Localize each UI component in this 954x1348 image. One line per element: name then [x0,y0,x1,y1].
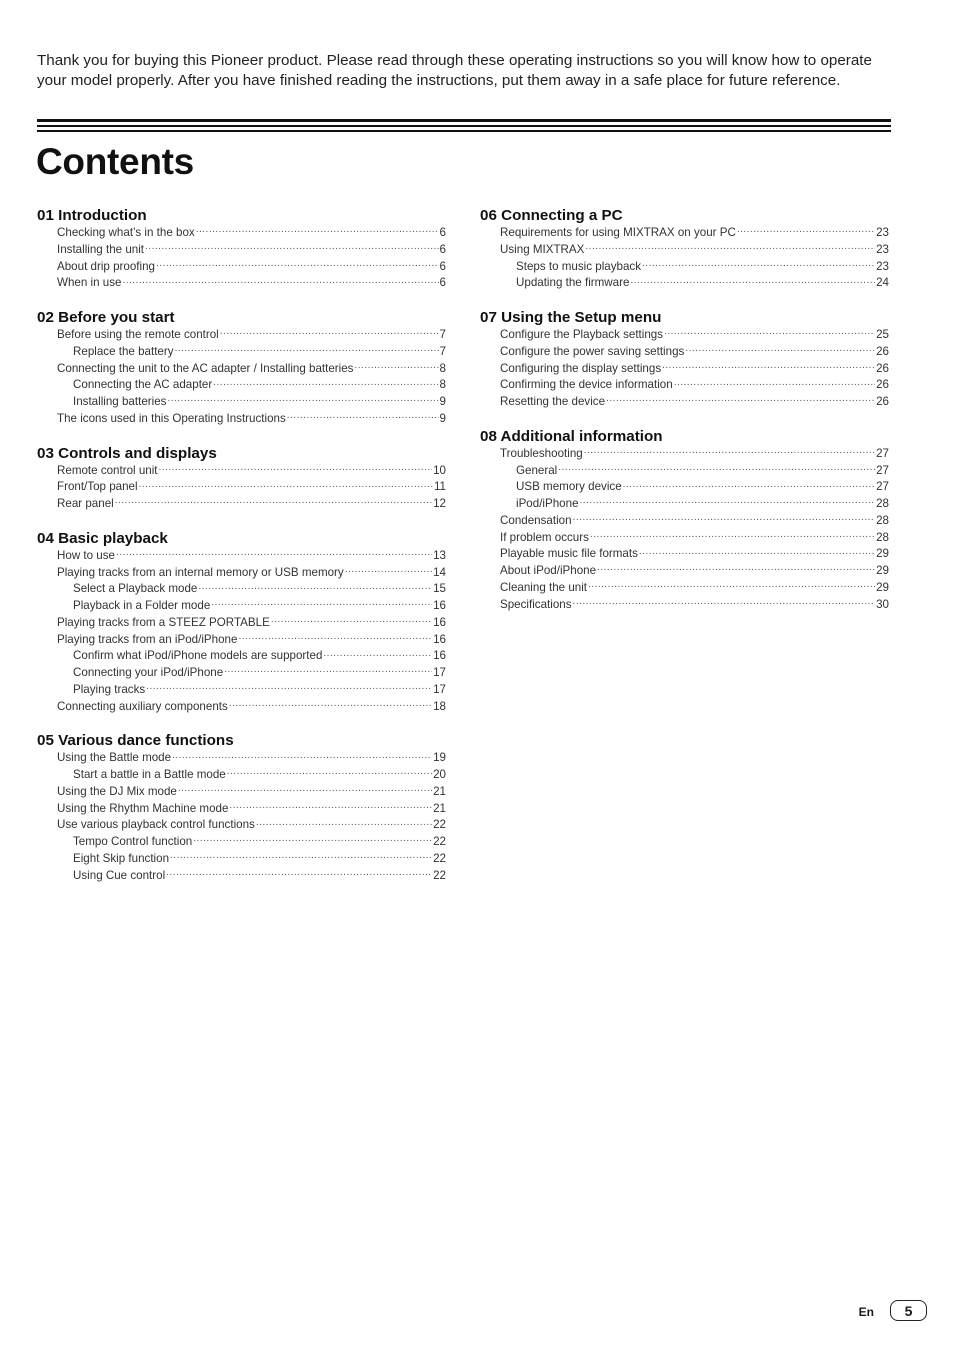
language-label: En [858,1304,874,1319]
toc-entry-title: Using the DJ Mix mode [57,784,177,798]
toc-leader-dots [146,683,432,693]
toc-leader-dots [685,345,875,355]
toc-entry[interactable] [37,565,446,582]
toc-entry-title: Use various playback control functions [57,818,255,832]
toc-entry[interactable] [37,615,446,632]
toc-entry-page: 12 [433,497,446,510]
toc-leader-dots [196,226,439,236]
toc-entry[interactable] [37,665,446,682]
toc-entry-title: How to use [57,548,115,562]
toc-leader-dots [139,480,433,490]
toc-entry-title: Connecting the unit to the AC adapter / Installing batteries [57,361,354,375]
toc-entry-title: Rear panel [57,497,114,510]
toc-entry[interactable] [37,259,446,276]
toc-entry[interactable] [37,496,446,513]
toc-entry-page: 17 [433,682,446,696]
toc-leader-dots [642,260,875,270]
toc-entry[interactable] [37,327,446,344]
toc-entry-title: Installing the unit [57,242,145,256]
toc-entry-page: 23 [876,242,889,256]
toc-entry-page: 16 [433,632,446,646]
toc-entry[interactable] [37,275,446,292]
toc-entry-page: 27 [876,446,889,460]
toc-entry-title: Configure the Playback settings [500,328,664,341]
toc-entry[interactable] [37,682,446,699]
toc-entry-title: Troubleshooting [500,446,583,460]
toc-leader-dots [664,328,875,338]
toc-leader-dots [178,785,432,795]
toc-leader-dots [220,328,439,338]
toc-entry[interactable] [37,581,446,598]
toc-leader-dots [229,802,432,812]
toc-leader-dots [159,464,433,474]
toc-entry[interactable] [37,750,446,767]
toc-section-heading[interactable]: 07 Using the Setup menu [480,309,662,326]
toc-entry-page: 24 [876,276,889,290]
toc-entry-page: 8 [439,361,446,375]
toc-entry[interactable] [37,851,446,868]
toc-entry[interactable] [37,632,446,649]
toc-entry-page: 26 [876,378,889,392]
toc-entry[interactable] [37,834,446,851]
toc-entry-title: Front/Top panel [57,480,138,494]
toc-entry-title: Using the Rhythm Machine mode [57,801,229,815]
toc-leader-dots [271,616,432,626]
toc-entry[interactable] [480,563,889,580]
toc-leader-dots [639,547,875,557]
toc-section-01-introduction [37,207,446,292]
toc-leader-dots [193,835,432,845]
toc-column-right [480,207,889,630]
toc-leader-dots [573,514,876,524]
toc-entry[interactable] [480,225,889,242]
toc-entry-page: 26 [876,361,889,375]
toc-entry-title: Resetting the device [500,395,606,408]
toc-leader-dots [737,226,875,236]
toc-section-04-basic-playback [37,530,446,716]
toc-entry-title: Start a battle in a Battle mode [73,768,226,781]
toc-entry-page: 26 [876,344,889,358]
toc-entry-title: Updating the firmware [516,276,630,290]
toc-section-heading[interactable]: 04 Basic playback [37,529,168,547]
toc-entry-page: 7 [439,328,446,341]
toc-entry-page: 22 [433,851,446,865]
toc-section-06-connecting-a-pc [480,207,889,292]
toc-entry-page: 18 [433,699,446,713]
toc-entry-page: 27 [876,463,889,477]
toc-leader-dots [116,549,432,559]
toc-entry-page: 19 [433,751,446,765]
toc-section-05-various-dance-functions [37,732,446,884]
toc-leader-dots [170,852,432,862]
toc-entry-page: 6 [439,242,446,256]
toc-entry-title: Checking what’s in the box [57,226,195,239]
toc-section-heading[interactable]: 01 Introduction [37,207,147,224]
toc-leader-dots [122,276,438,286]
toc-entry-title: Replace the battery [73,344,174,358]
toc-leader-dots [597,564,875,574]
toc-entry-page: 23 [876,226,889,239]
toc-entry-title: Before using the remote control [57,328,219,341]
toc-entry-title: Playing tracks [73,682,146,696]
toc-entry[interactable] [480,259,889,276]
toc-entry[interactable] [37,225,446,242]
toc-section-heading[interactable]: 03 Controls and displays [37,444,217,462]
toc-entry-title: Requirements for using MIXTRAX on your PC [500,226,736,239]
toc-leader-dots [227,768,432,778]
toc-entry-title: Playback in a Folder mode [73,599,211,612]
page-title: Contents [36,141,194,182]
toc-entry[interactable] [480,597,889,614]
toc-entry[interactable] [37,344,446,361]
toc-entry[interactable] [37,463,446,480]
toc-entry-title: The icons used in this Operating Instructions [57,411,286,425]
toc-leader-dots [213,378,438,388]
toc-entry-page: 7 [439,344,446,358]
toc-entry[interactable] [37,817,446,834]
toc-leader-dots [166,869,432,879]
toc-entry[interactable] [37,699,446,716]
toc-entry[interactable] [37,377,446,394]
toc-entry-title: Eight Skip function [73,851,170,865]
toc-entry[interactable] [480,479,889,496]
toc-entry-title: Configuring the display settings [500,361,662,375]
toc-entry-title: Playable music file formats [500,547,638,561]
toc-leader-dots [630,276,875,286]
toc-entry-title: USB memory device [516,480,622,494]
toc-section-02-before-you-start [37,309,446,428]
toc-section-heading[interactable]: 02 Before you start [37,309,175,326]
toc-entry-page: 21 [433,801,446,815]
toc-entry-page: 27 [876,480,889,494]
toc-leader-dots [345,566,432,576]
toc-entry-title: Confirm what iPod/iPhone models are supported [73,649,323,663]
toc-entry-page: 30 [876,597,889,611]
toc-entry-title: Tempo Control function [73,835,193,848]
toc-column-left [37,207,446,901]
toc-entry-title: Playing tracks from an internal memory or USB memory [57,565,344,579]
toc-entry-title: Configure the power saving settings [500,344,685,358]
page-number: 5 [890,1300,927,1321]
toc-entry[interactable] [480,377,889,394]
toc-entry-title: Select a Playback mode [73,582,198,596]
toc-entry-page: 23 [876,259,889,273]
toc-entry-page: 14 [433,565,446,579]
toc-entry-page: 9 [439,411,446,425]
page-footer [859,1300,927,1321]
toc-entry[interactable] [37,801,446,818]
toc-section-07-using-the-setup-menu [480,309,889,411]
toc-entry-title: Connecting auxiliary components [57,699,228,713]
toc-leader-dots [606,395,875,405]
toc-entry[interactable] [480,446,889,463]
toc-entry-title: Connecting the AC adapter [73,378,213,392]
toc-leader-dots [224,666,432,676]
toc-entry[interactable] [480,344,889,361]
toc-entry-page: 22 [433,835,446,848]
toc-entry-page: 16 [433,615,446,629]
toc-entry[interactable] [37,548,446,565]
toc-section-heading[interactable]: 08 Additional information [480,427,663,445]
toc-entry-page: 10 [433,463,446,477]
toc-leader-dots [674,378,875,388]
toc-entry-title: Condensation [500,513,572,527]
toc-leader-dots [558,464,875,474]
toc-section-heading[interactable]: 05 Various dance functions [37,732,234,750]
toc-entry-title: Installing batteries [73,395,167,408]
toc-leader-dots [145,243,439,253]
toc-entry-title: Remote control unit [57,463,158,477]
toc-entry-page: 15 [433,582,446,596]
toc-entry[interactable] [37,767,446,784]
toc-entry-page: 28 [876,513,889,527]
toc-entry-page: 29 [876,564,889,577]
toc-entry-page: 13 [433,548,446,562]
toc-entry-title: Steps to music playback [516,259,642,273]
toc-entry[interactable] [480,361,889,378]
toc-entry-page: 6 [439,276,446,290]
toc-leader-dots [590,531,875,541]
toc-entry-page: 6 [439,226,446,239]
toc-entry[interactable] [37,394,446,411]
toc-entry-title: About drip proofing [57,259,155,273]
toc-leader-dots [573,598,876,608]
toc-entry[interactable] [480,394,889,411]
toc-entry-page: 26 [876,395,889,408]
toc-entry-page: 17 [433,666,446,679]
toc-section-08-additional-information [480,428,889,614]
toc-leader-dots [175,345,439,355]
toc-leader-dots [588,581,875,591]
intro-paragraph: Thank you for buying this Pioneer product. Please read through these operating instructions so you will know how to operate your model properly. After you have finished reading the instructions, put them away in a safe place for future reference. [37,52,872,89]
toc-entry[interactable] [480,580,889,597]
toc-entry[interactable] [37,242,446,259]
toc-entry[interactable] [480,496,889,513]
toc-entry[interactable] [37,648,446,665]
toc-entry-title: General [516,463,558,477]
toc-leader-dots [198,582,432,592]
toc-leader-dots [287,412,439,422]
toc-entry-title: Using MIXTRAX [500,242,585,256]
toc-leader-dots [580,497,876,507]
toc-entry[interactable] [480,327,889,344]
toc-entry-title: If problem occurs [500,530,589,544]
toc-section-03-controls-and-displays [37,445,446,513]
toc-entry[interactable] [480,530,889,547]
toc-section-heading[interactable]: 06 Connecting a PC [480,207,623,224]
toc-entry-title: Connecting your iPod/iPhone [73,666,224,679]
toc-entry-page: 20 [433,768,446,781]
toc-entry[interactable] [37,361,446,378]
toc-leader-dots [156,260,439,270]
toc-entry-title: Using the Battle mode [57,751,172,765]
toc-entry-title: Playing tracks from an iPod/iPhone [57,632,238,646]
toc-entry-title: Playing tracks from a STEEZ PORTABLE [57,615,270,629]
toc-entry-page: 29 [876,580,889,594]
toc-entry[interactable] [37,411,446,428]
toc-leader-dots [584,447,875,457]
toc-entry[interactable] [480,513,889,530]
toc-entry[interactable] [37,479,446,496]
toc-leader-dots [115,497,432,507]
toc-entry-title: Cleaning the unit [500,580,588,594]
toc-entry-page: 8 [439,378,446,392]
toc-entry[interactable] [480,275,889,292]
toc-entry-page: 28 [876,530,889,544]
toc-entry-title: iPod/iPhone [516,497,579,510]
toc-entry-title: Specifications [500,597,572,611]
toc-entry[interactable] [37,784,446,801]
toc-entry-title: Confirming the device information [500,378,673,392]
toc-entry-title: About iPod/iPhone [500,564,597,577]
toc-entry[interactable] [37,868,446,885]
toc-entry-page: 16 [433,649,446,663]
toc-leader-dots [662,362,875,372]
toc-entry-page: 25 [876,328,889,341]
toc-entry-page: 16 [433,599,446,612]
toc-leader-dots [172,751,432,761]
toc-leader-dots [354,362,438,372]
toc-entry-page: 22 [433,868,446,882]
toc-entry-page: 11 [433,480,446,494]
toc-entry[interactable] [480,463,889,480]
toc-entry[interactable] [37,598,446,615]
toc-leader-dots [167,395,438,405]
toc-leader-dots [256,818,432,828]
toc-entry-title: When in use [57,276,122,290]
toc-entry-page: 28 [876,497,889,510]
toc-leader-dots [238,633,432,643]
toc-entry[interactable] [480,242,889,259]
toc-entry-page: 29 [876,547,889,561]
toc-entry-page: 9 [439,395,446,408]
toc-entry[interactable] [480,546,889,563]
title-rules [37,119,891,132]
toc-leader-dots [623,480,875,490]
toc-leader-dots [585,243,875,253]
toc-leader-dots [323,649,432,659]
toc-leader-dots [211,599,432,609]
toc-entry-page: 21 [433,784,446,798]
toc-leader-dots [229,700,432,710]
toc-entry-title: Using Cue control [73,868,166,882]
toc-entry-page: 22 [433,818,446,832]
toc-entry-page: 6 [439,259,446,273]
